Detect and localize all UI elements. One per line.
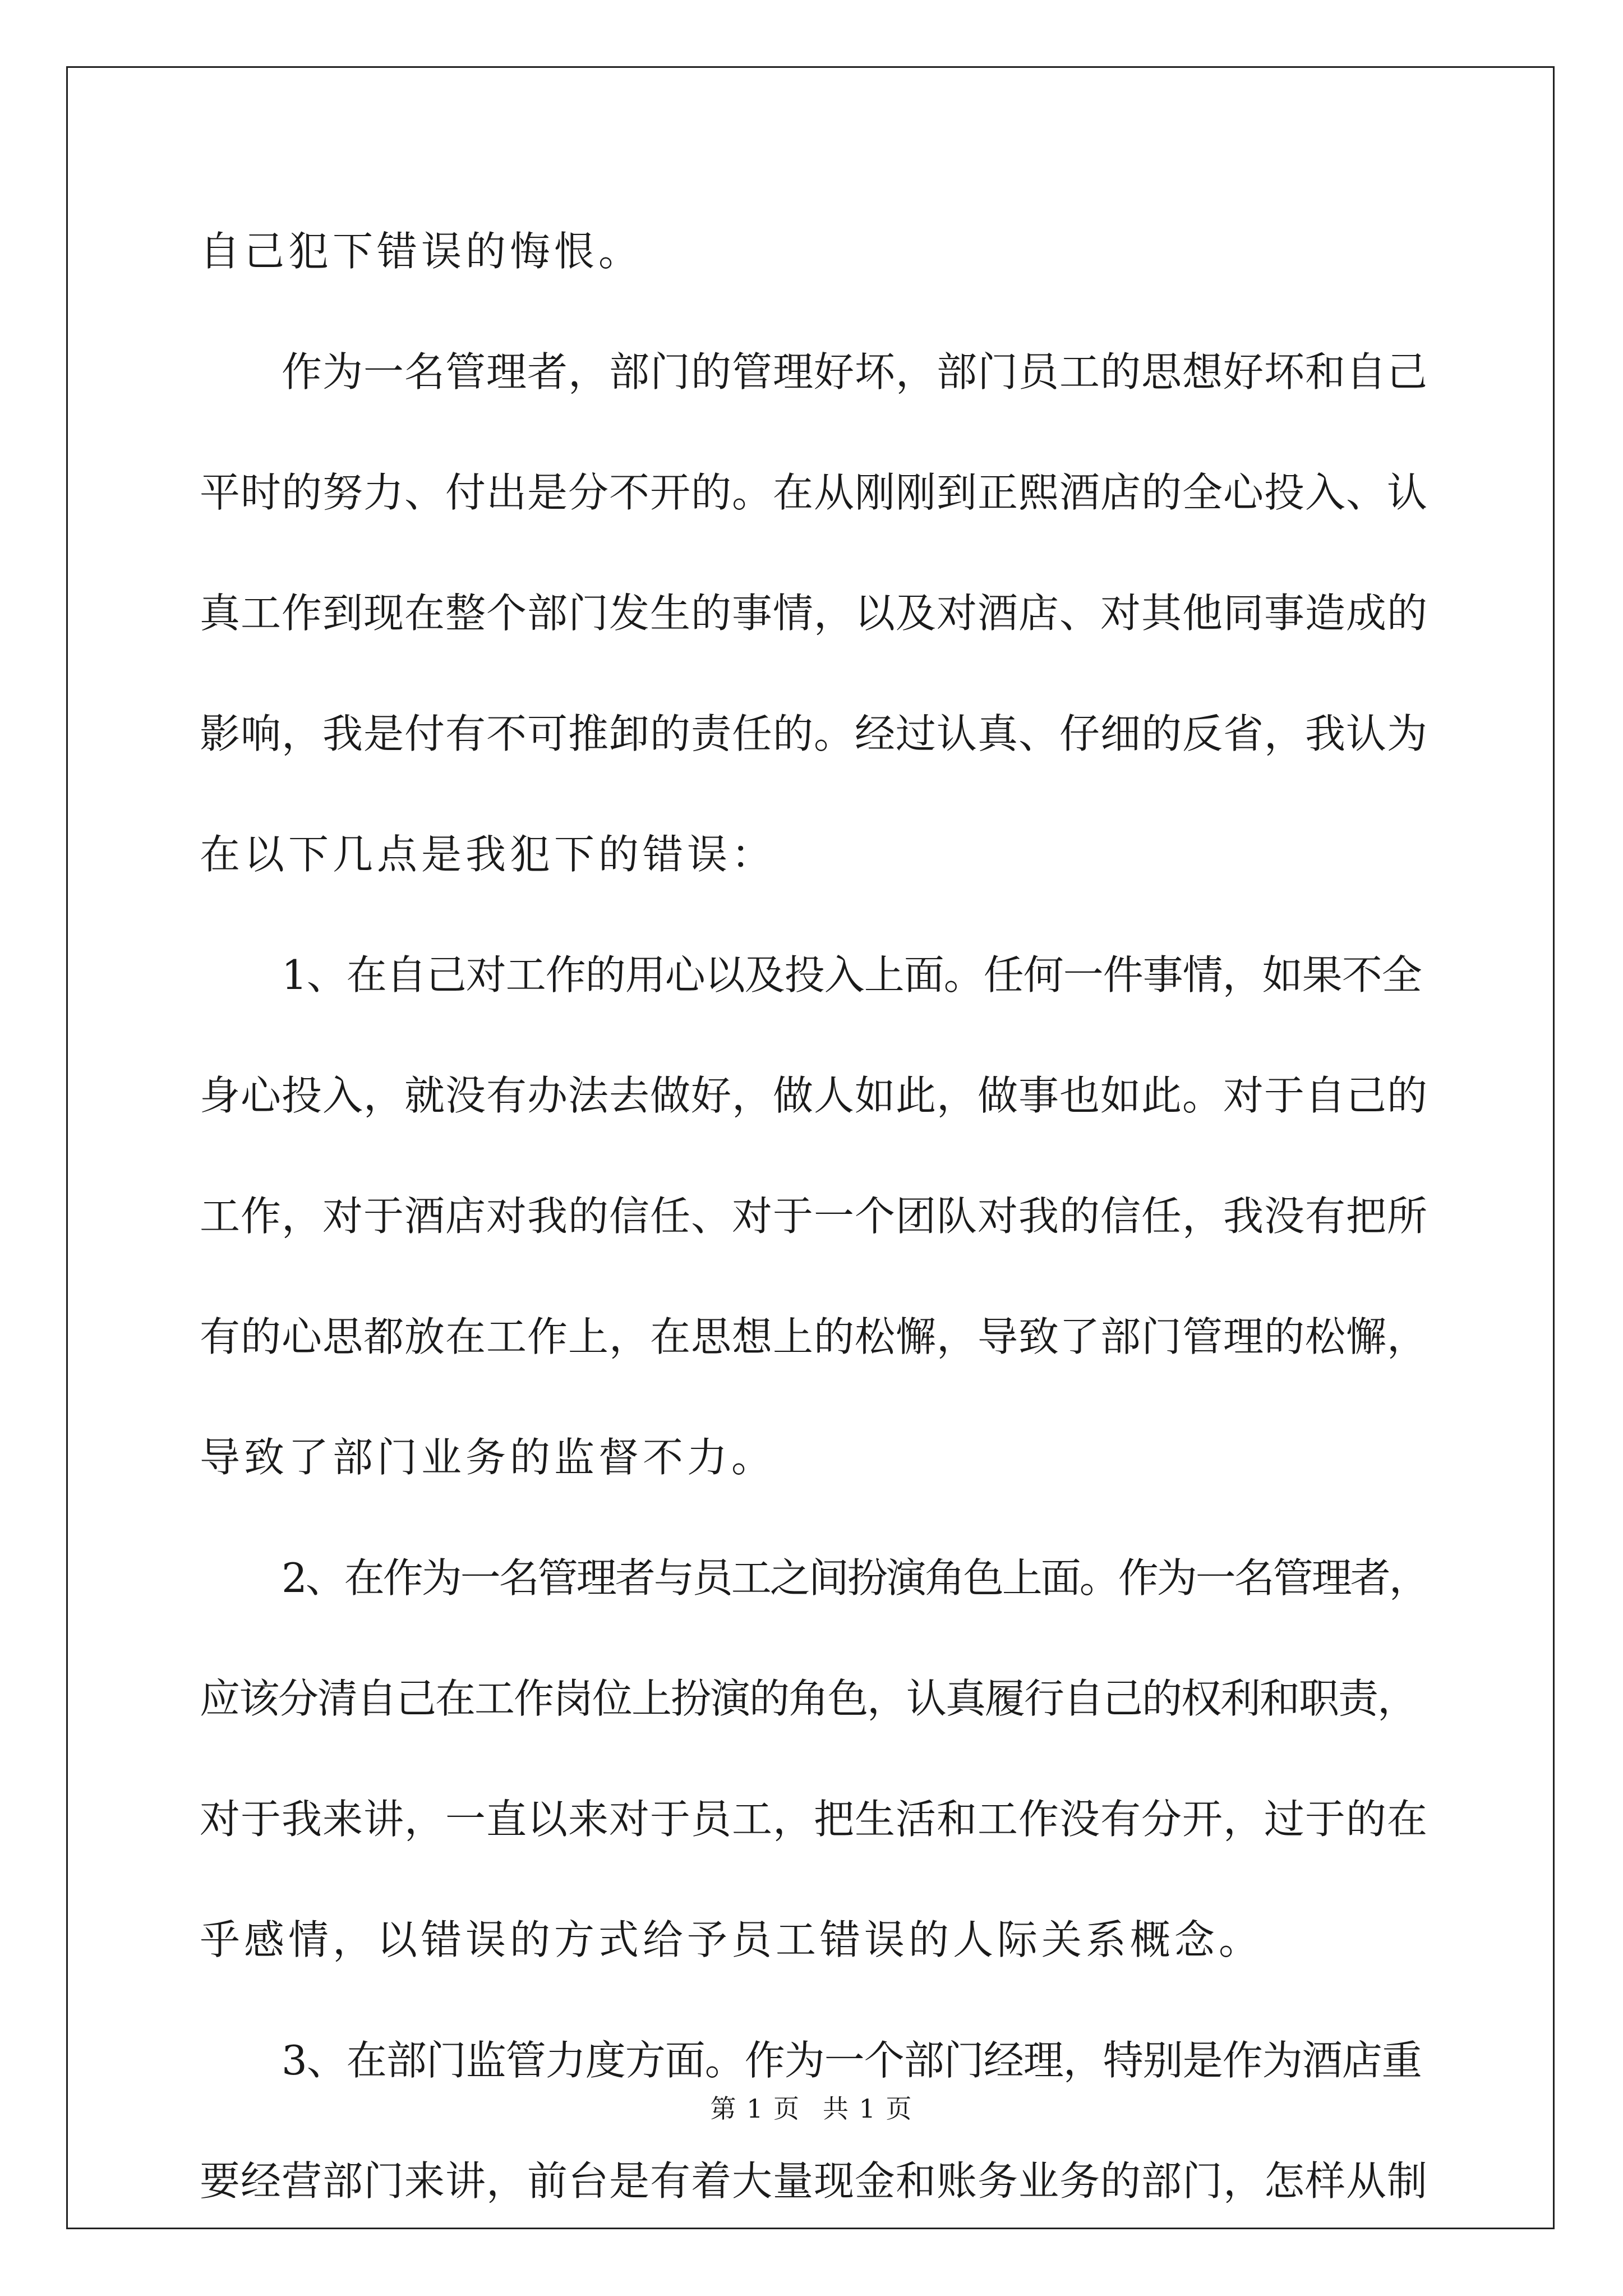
text-line: 自己犯下错误的悔恨。 — [200, 227, 643, 275]
text-line: 对于我来讲，一直以来对于员工，把生活和工作没有分开，过于的在 — [200, 1795, 1428, 1843]
text-line: 在以下几点是我犯下的错误： — [200, 830, 776, 878]
document-body — [200, 187, 1428, 2238]
page-total: 共 1 页 — [823, 2093, 913, 2124]
paragraph-first-line: 2、在作为一名管理者与员工之间扮演角色上面。作为一名管理者， — [282, 1554, 1428, 1602]
text-line: 应该分清自己在工作岗位上扮演的角色，认真履行自己的权利和职责， — [200, 1674, 1417, 1722]
text-line: 要经营部门来讲，前台是有着大量现金和账务业务的部门，怎样从制 — [200, 2157, 1428, 2205]
paragraph-first-line: 1、在自己对工作的用心以及投入上面。任何一件事情，如果不全 — [282, 951, 1422, 999]
paragraph-first-line: 作为一名管理者，部门的管理好坏，部门员工的思想好坏和自己 — [282, 348, 1428, 395]
text-line: 有的心思都放在工作上，在思想上的松懈，导致了部门管理的松懈， — [200, 1313, 1428, 1360]
text-line: 平时的努力、付出是分不开的。在从刚刚到正熙酒店的全心投入、认 — [200, 468, 1428, 516]
text-line: 影响，我是付有不可推卸的责任的。经过认真、仔细的反省，我认为 — [200, 710, 1428, 757]
text-line: 工作，对于酒店对我的信任、对于一个团队对我的信任，我没有把所 — [200, 1192, 1428, 1240]
text-line: 导致了部门业务的监督不力。 — [200, 1433, 776, 1481]
page-number: 第 1 页 — [710, 2093, 800, 2124]
page-footer — [0, 2088, 1623, 2125]
text-line: 身心投入，就没有办法去做好，做人如此，做事也如此。对于自己的 — [200, 1071, 1428, 1119]
text-line: 真工作到现在整个部门发生的事情，以及对酒店、对其他同事造成的 — [200, 589, 1428, 637]
text-line: 乎感情，以错误的方式给予员工错误的人际关系概念。 — [200, 1916, 1264, 1963]
paragraph-first-line: 3、在部门监管力度方面。作为一个部门经理，特别是作为酒店重 — [282, 2036, 1422, 2084]
